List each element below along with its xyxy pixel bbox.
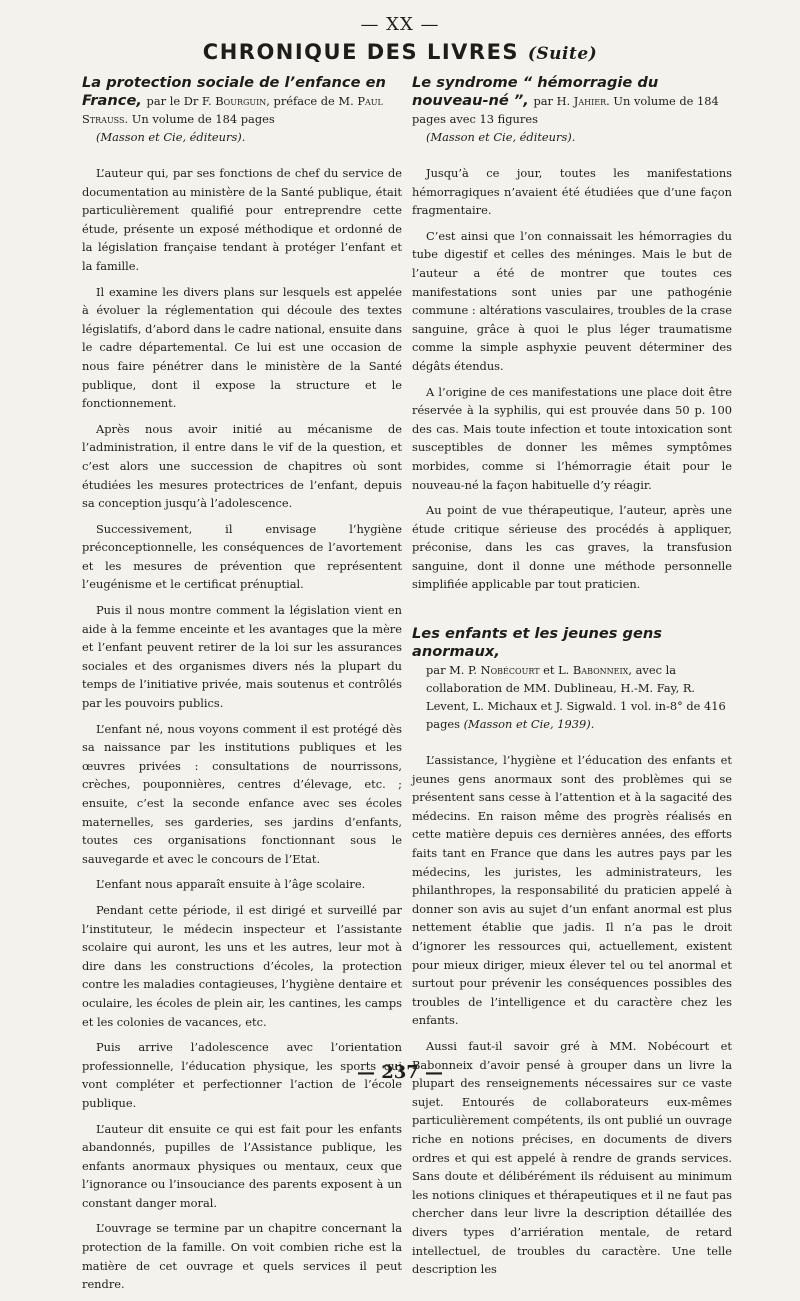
right-column xyxy=(412,74,732,1286)
review-byline: par le Dr F. Bourguin, préface de M. Paul Strauss. Un volume de 184 pages xyxy=(82,94,383,126)
paragraph: L’auteur qui, par ses fonctions de chef du service de documentation au ministère de la Santé publique, était particulièrement qualifié pour entreprendre cette étude, présente un exposé méthodique et ordonné de la législation française tendant à protéger l’enfant et la famille. xyxy=(82,166,402,273)
paragraph: C’est ainsi que l’on connaissait les hémorragies du tube digestif et celles des méninges. Mais le but de l’auteur a été de montrer que toutes ces manifestations sont unies par une pathogénie commune : altérations vasculaires, troubles de la crase sanguine, grâce à quoi le plus léger traumatisme comme la simple asphyxie peuvent déterminer des dégâts étendus. xyxy=(412,228,732,373)
left-column xyxy=(82,74,402,1301)
paragraph: L’enfant nous apparaît ensuite à l’âge scolaire. xyxy=(96,877,366,892)
paragraph: L’ouvrage se termine par un chapitre concernant la protection de la famille. On voit combien riche est la matière de cet ouvrage et quels services il peut rendre. xyxy=(82,1221,402,1292)
paragraph: Jusqu’à ce jour, toutes les manifestations hémorragiques n’avaient été étudiées que d’une façon fragmentaire. xyxy=(412,166,732,218)
paragraph: Aussi faut-il savoir gré à MM. Nobécourt et Babonneix d’avoir pensé à grouper dans un livre la plupart des renseignements nécessaires sur ce vaste sujet. Entourés de collaborateurs eux-mêmes particulièrement compétents, ils ont publié un ouvrage riche en notions précises, en documents de divers ordres et qui est appelé à rendre de grands services. Sans doute et délibérément ils réduisent au minimum les notions cliniques et thérapeutiques et il ne faut pas chercher dans leur livre la description détaillée des divers types d’arriération mentale, de retard intellectuel, de troubles du caractère. Une telle description les xyxy=(412,1038,732,1277)
paragraph: L’assistance, l’hygiène et l’éducation des enfants et jeunes gens anormaux sont des problèmes qui se présentent sans cesse à l’attention et à la sagacité des médecins. En raison même des progrès réalisés en cette matière depuis ces dernières années, des efforts faits tant en France que dans les autres pays par les médecins, les juristes, les administrateurs, les philanthropes, la responsabilité du praticien appelé à donner son avis au sujet d’un enfant anormal est plus nettement établie que jadis. Il n’a pas le droit d’ignorer les ressources qui, actuellement, existent pour mieux diriger, mieux élever tel ou tel anormal et surtout pour prévenir les conséquences possibles des troubles de l’intelligence et du caractère chez les enfants. xyxy=(412,753,732,1028)
paragraph: Après nous avoir initié au mécanisme de l’administration, il entre dans le vif de la question, et c’est alors une succession de chapitres où sont étudiées les mesures protectrices de l’enfant, depuis sa conception jusqu’à l’adolescence. xyxy=(82,421,402,511)
section-suffix: (Suite) xyxy=(527,44,598,64)
review-byline: par H. Jahier. Un volume de 184 pages avec 13 figures xyxy=(412,94,719,126)
paragraph: Puis il nous montre comment la législation vient en aide à la femme enceinte et les avantages que la mère et l’enfant peuvent retirer de la loi sur les assurances sociales et des organismes divers nés la plupart du temps de l’initiative privée, mais soutenus et contrôlés par les pouvoirs publics. xyxy=(82,603,402,711)
review-3 xyxy=(412,625,732,1279)
paragraph: Puis arrive l’adolescence avec l’orientation professionnelle, l’éducation physique, les sports qui vont compléter et perfectionner l’action de l’école publique. xyxy=(82,1040,402,1110)
section-title: CHRONIQUE DES LIVRES xyxy=(202,40,520,64)
review-title-text: La protection sociale de l’enfance en France, xyxy=(82,74,386,109)
review-body xyxy=(412,751,732,1279)
page-number: — 237 — xyxy=(356,1062,444,1083)
review-title xyxy=(412,74,732,128)
review-2 xyxy=(412,74,732,594)
paragraph: Il examine les divers plans sur lesquels est appelée à évoluer la réglementation qui découle des textes législatifs, d’abord dans le cadre national, ensuite dans le cadre départemental. Ce lui est une occasion de nous faire pénétrer dans le ministère de la Santé publique, dont il expose la structure et le fonctionnement. xyxy=(82,284,402,411)
review-title-text: Le syndrome “ hémorragie du nouveau-né ”, xyxy=(412,74,659,109)
review-title xyxy=(82,74,402,128)
roman-page-numeral: — XX — xyxy=(360,14,440,35)
review-1 xyxy=(82,74,402,1294)
review-publisher: (Masson et Cie, éditeurs). xyxy=(426,130,576,144)
paragraph: L’enfant né, nous voyons comment il est protégé dès sa naissance par les institutions publiques et les œuvres privées : consultations de nourrissons, crèches, pouponnières, centres d’élevage, etc. ; ensuite, c’est la seconde enfance avec ses écoles maternelles, ses garderies, ses jardins d’enfants, toutes ces organisations fonctionnant sous le sauvegarde et avec le concours de l’Etat. xyxy=(82,721,402,866)
review-publisher: (Masson et Cie, éditeurs). xyxy=(96,130,246,144)
paragraph: Pendant cette période, il est dirigé et surveillé par l’instituteur, le médecin inspecteur et l’assistante scolaire qui auront, les uns et les autres, leur mot à dire dans les constructions d’écoles, la protection contre les maladies contagieuses, l’hygiène dentaire et oculaire, les écoles de plein air, les cantines, les camps et les colonies de vacances, etc. xyxy=(82,902,402,1029)
paragraph: Au point de vue thérapeutique, l’auteur, après une étude critique sérieuse des procédés à appliquer, préconise, dans les cas graves, la transfusion sanguine, dont il donne une méthode personnelle simplifiée applicable par tout praticien. xyxy=(412,503,732,592)
paragraph: L’auteur dit ensuite ce qui est fait pour les enfants abandonnés, pupilles de l’Assistance publique, les enfants anormaux physiques ou mentaux, ceux que l’ignorance ou l’insouciance des parents exposent à un constant danger moral. xyxy=(82,1121,402,1210)
review-title-text: Les enfants et les jeunes gens anormaux, xyxy=(412,625,662,661)
review-body xyxy=(82,164,402,1294)
review-title xyxy=(412,625,732,661)
paragraph: A l’origine de ces manifestations une place doit être réservée à la syphilis, qui est prouvée dans 50 p. 100 des cas. Mais toute infection et toute intoxication sont susceptibles de donner les mêmes symptômes morbides, comme si l’hémorragie était pour le nouveau-né la façon habituelle d’y réagir. xyxy=(412,384,732,492)
section-heading xyxy=(0,40,800,64)
review-byline: par M. P. Nobécourt et L. Babonneix, avec la collaboration de MM. Dublineau, H.-M. Fay, R. Levent, L. Michaux et J. Sigwald. 1 vol. in-8° de 416 pages (Masson et Cie, 1939). xyxy=(426,663,726,732)
review-body xyxy=(412,164,732,594)
paragraph: Successivement, il envisage l’hygiène préconceptionnelle, les conséquences de l’avortement et les mesures de prévention que représentent l’eugénisme et le certificat prénuptial. xyxy=(82,521,402,592)
